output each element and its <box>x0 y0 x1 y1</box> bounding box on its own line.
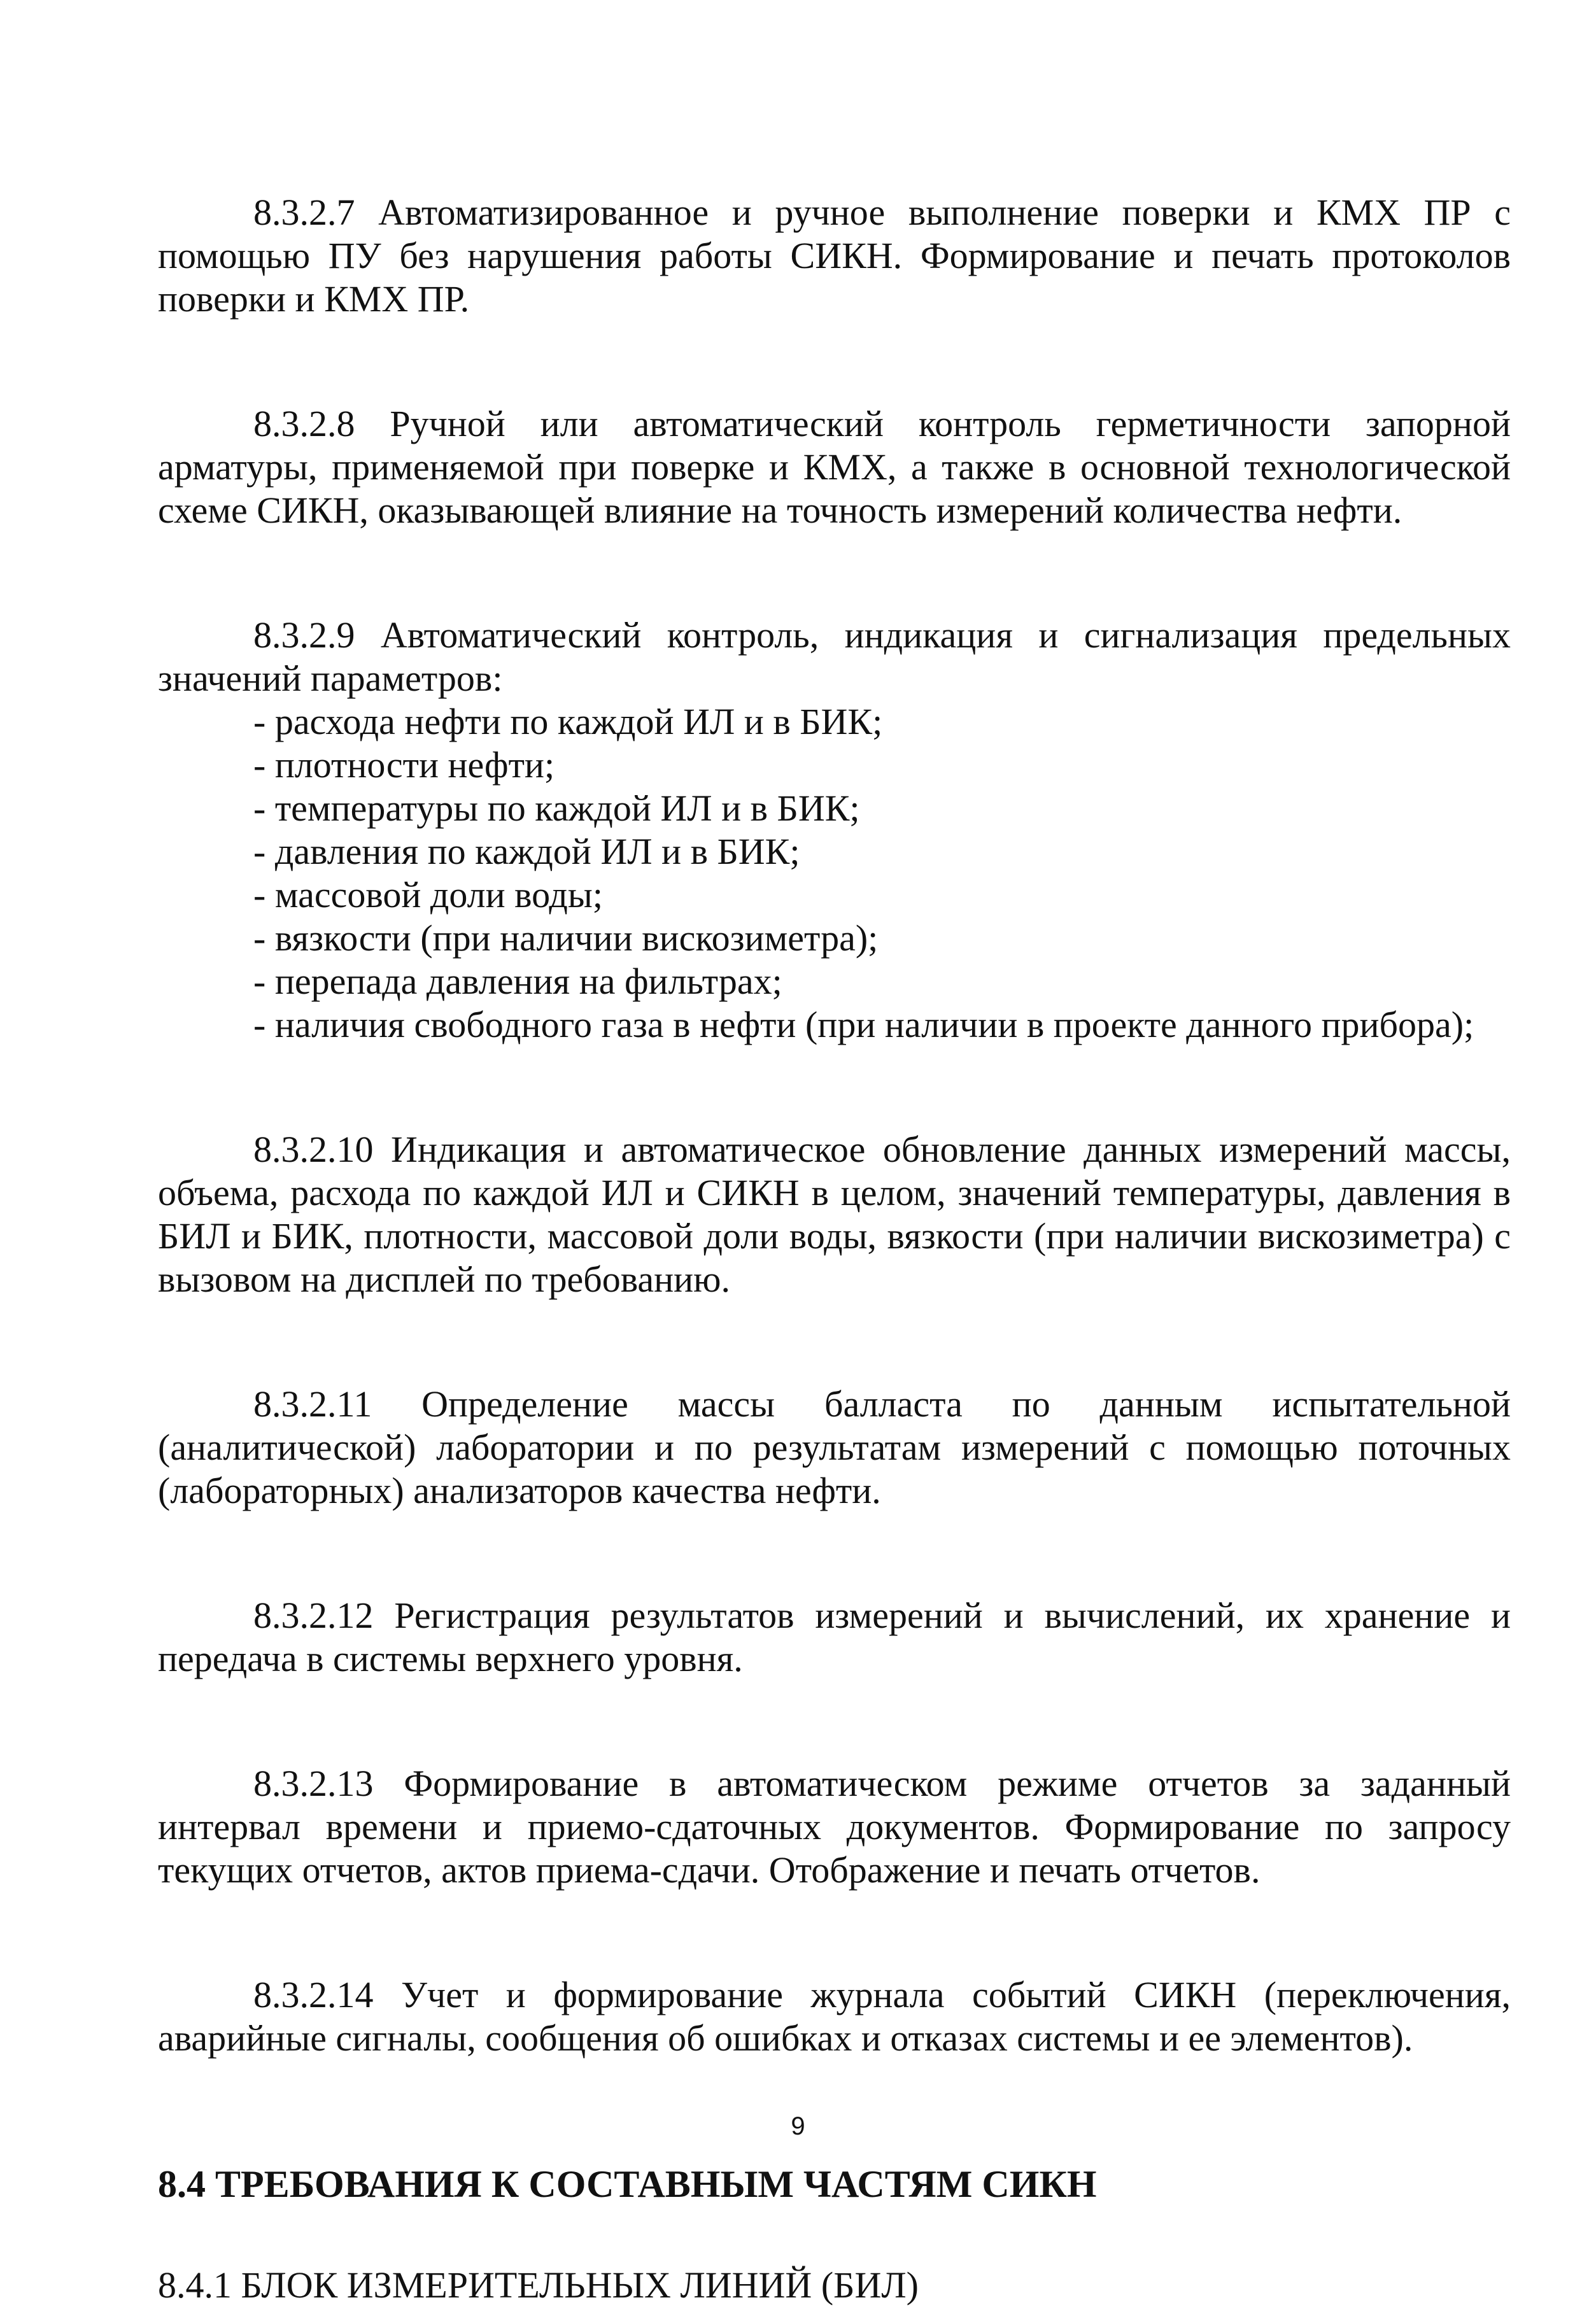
paragraph-8-3-2-7: 8.3.2.7 Автоматизированное и ручное выполнение поверки и КМХ ПР с помощью ПУ без нарушения работы СИКН. Формирование и печать протоколов поверки и КМХ ПР. <box>158 192 1511 320</box>
parameter-list <box>158 700 1511 1047</box>
paragraph-8-3-2-10: 8.3.2.10 Индикация и автоматическое обновление данных измерений массы, объема, расхода по каждой ИЛ и СИКН в целом, значений температуры, давления в БИЛ и БИК, плотности, массовой доли воды, вязкости (при наличии вискозиметра) с вызовом на дисплей по требованию. <box>158 1129 1511 1300</box>
list-item: - наличия свободного газа в нефти (при наличии в проекте данного прибора); <box>253 1004 1474 1045</box>
paragraph-8-3-2-13: 8.3.2.13 Формирование в автоматическом режиме отчетов за заданный интервал времени и приемо-сдаточных документов. Формирование по запросу текущих отчетов, актов приема-сдачи. Отображение и печать отчетов. <box>158 1763 1511 1891</box>
list-item: - перепада давления на фильтрах; <box>253 961 782 1002</box>
subsection-heading: 8.4.1 БЛОК ИЗМЕРИТЕЛЬНЫХ ЛИНИЙ (БИЛ) <box>158 2264 919 2306</box>
list-item: - давления по каждой ИЛ и в БИК; <box>253 831 800 872</box>
paragraph-8-3-2-9: 8.3.2.9 Автоматический контроль, индикация и сигнализация предельных значений параметров: <box>158 614 1511 699</box>
page-content <box>158 191 1511 2307</box>
paragraph-8-3-2-11: 8.3.2.11 Определение массы балласта по данным испытательной (аналитической) лаборатории и по результатам измерений с помощью поточных (лабораторных) анализаторов качества нефти. <box>158 1383 1511 1511</box>
paragraph-8-3-2-8: 8.3.2.8 Ручной или автоматический контроль герметичности запорной арматуры, применяемой при поверке и КМХ, а также в основной технологической схеме СИКН, оказывающей влияние на точность измерений количества нефти. <box>158 403 1511 531</box>
paragraph-8-3-2-12: 8.3.2.12 Регистрация результатов измерений и вычислений, их хранение и передача в системы верхнего уровня. <box>158 1595 1511 1679</box>
list-item: - плотности нефти; <box>253 744 555 786</box>
page-number: 9 <box>791 2112 805 2140</box>
list-item: - температуры по каждой ИЛ и в БИК; <box>253 787 860 829</box>
section-heading: 8.4 ТРЕБОВАНИЯ К СОСТАВНЫМ ЧАСТЯМ СИКН <box>158 2163 1097 2205</box>
list-item: - расхода нефти по каждой ИЛ и в БИК; <box>253 701 883 742</box>
list-item: - массовой доли воды; <box>253 874 604 915</box>
paragraph-8-3-2-14: 8.3.2.14 Учет и формирование журнала событий СИКН (переключения, аварийные сигналы, сообщения об ошибках и отказах системы и ее элементов). <box>158 1974 1511 2059</box>
list-item: - вязкости (при наличии вискозиметра); <box>253 917 879 959</box>
